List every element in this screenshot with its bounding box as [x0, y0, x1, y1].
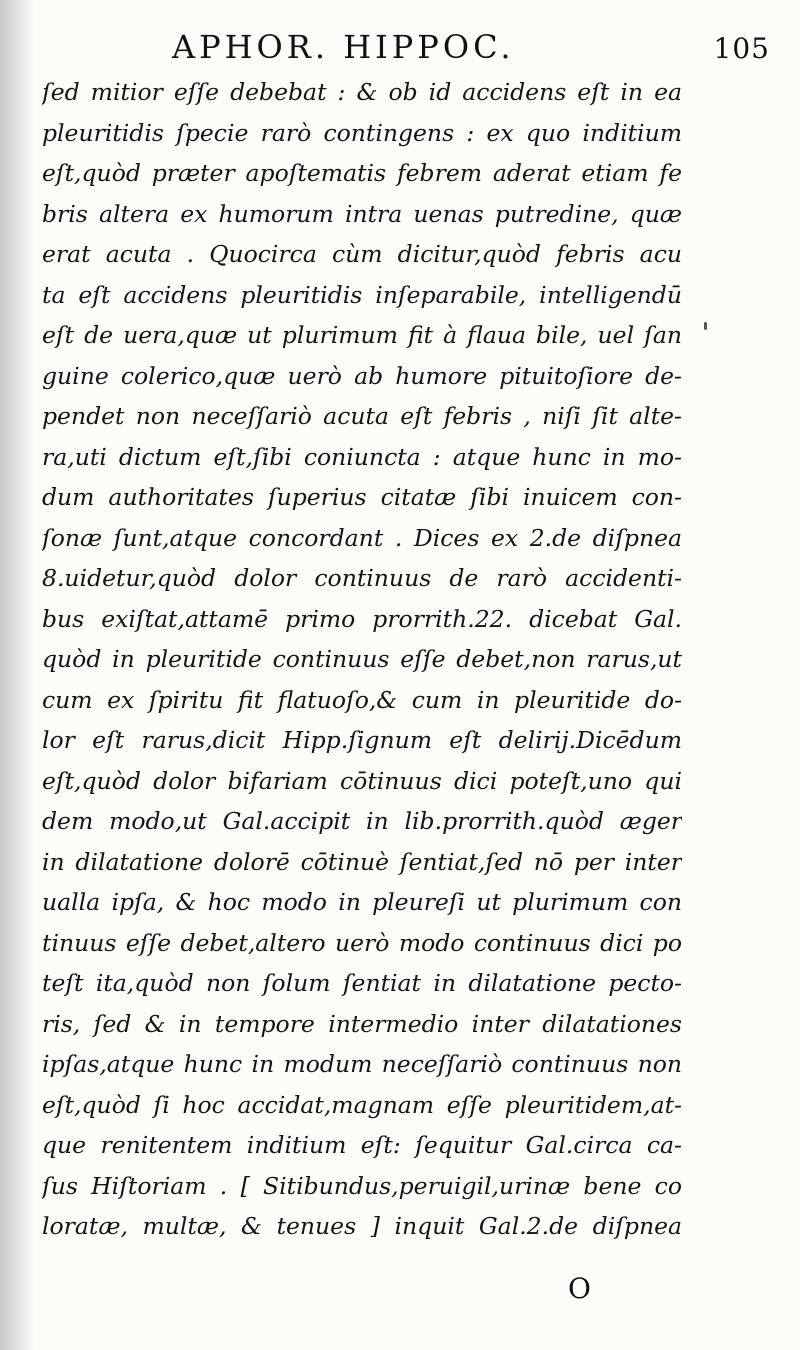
text-line: ualla ipſa, & hoc modo in pleureſi ut plurimum con [42, 888, 682, 916]
text-line: eſt,quòd dolor bifariam cōtinuus dici poteſt,uno qui [42, 766, 682, 795]
text-line: quòd in pleuritide continuus eſſe debet,non rarus,ut [42, 645, 682, 673]
text-line: eſt,quòd præter apoſtematis febrem aderat etiam fe [42, 159, 682, 187]
text-line: bris altera ex humorum intra uenas putredine, quæ [42, 199, 682, 228]
text-line: 8.uidetur,quòd dolor continuus de rarò accidenti- [42, 564, 682, 592]
text-line: erat acuta . Quocirca cùm dicitur,quòd febris acu [42, 240, 682, 268]
gutter-shadow [0, 0, 34, 1350]
text-line: dum authoritates ſuperius citatæ ſibi inuicem con- [42, 483, 682, 511]
text-line: ra,uti dictum eſt,ſibi coniuncta : atque hunc in mo- [42, 442, 682, 471]
text-line: guine colerico,quæ uerò ab humore pituitoſiore de- [42, 361, 682, 390]
page-header [150, 28, 770, 76]
text-line: pleuritidis ſpecie rarò contingens : ex quo inditium [42, 118, 682, 147]
text-line: in dilatatione dolorē cōtinuè ſentiat,ſed nō per inter [42, 847, 682, 876]
text-line: ris, ſed & in tempore intermedio inter dilatationes [42, 1009, 682, 1038]
text-line: cum ex ſpiritu fit flatuoſo,& cum in pleuritide do- [42, 685, 682, 714]
text-line: ſus Hiſtoriam . [ Sitibundus,peruigil,urinæ bene co [42, 1171, 682, 1200]
text-line: tinuus eſſe debet,altero uerò modo continuus dici po [42, 928, 682, 957]
running-title: APHOR. HIPPOC. [172, 28, 515, 66]
text-line: dem modo,ut Gal.accipit in lib.prorrith.quòd æger [42, 807, 682, 835]
signature-mark: O [568, 1272, 591, 1305]
text-line: ſed mitior eſſe debebat : & ob id accidens eſt in ea [42, 78, 682, 106]
ink-speck [704, 322, 707, 330]
text-line: ipſas,atque hunc in modum neceſſariò continuus non [42, 1050, 682, 1078]
text-line: bus exiſtat,attamē primo prorrith.22. dicebat Gal. [42, 604, 682, 633]
text-line: ta eſt accidens pleuritidis inſeparabile, intelligendū [42, 280, 682, 309]
body-text [42, 72, 682, 1247]
page-number: 105 [713, 32, 770, 65]
text-line: ſonæ ſunt,atque concordant . Dices ex 2.de diſpnea [42, 523, 682, 552]
text-line: eſt,quòd ſi hoc accidat,magnam eſſe pleuritidem,at- [42, 1090, 682, 1119]
text-line: eſt de uera,quæ ut plurimum fit à flaua bile, uel ſan [42, 321, 682, 349]
text-line: lor eſt rarus,dicit Hipp.ſignum eſt delirij.Dicēdum [42, 726, 682, 754]
text-line: loratæ, multæ, & tenues ] inquit Gal.2.de diſpnea [42, 1212, 682, 1240]
text-line: teſt ita,quòd non ſolum ſentiat in dilatatione pecto- [42, 969, 682, 997]
text-line: que renitentem inditium eſt: ſequitur Gal.circa ca- [42, 1131, 682, 1159]
text-line: pendet non neceſſariò acuta eſt febris , niſi ſit alte- [42, 402, 682, 430]
